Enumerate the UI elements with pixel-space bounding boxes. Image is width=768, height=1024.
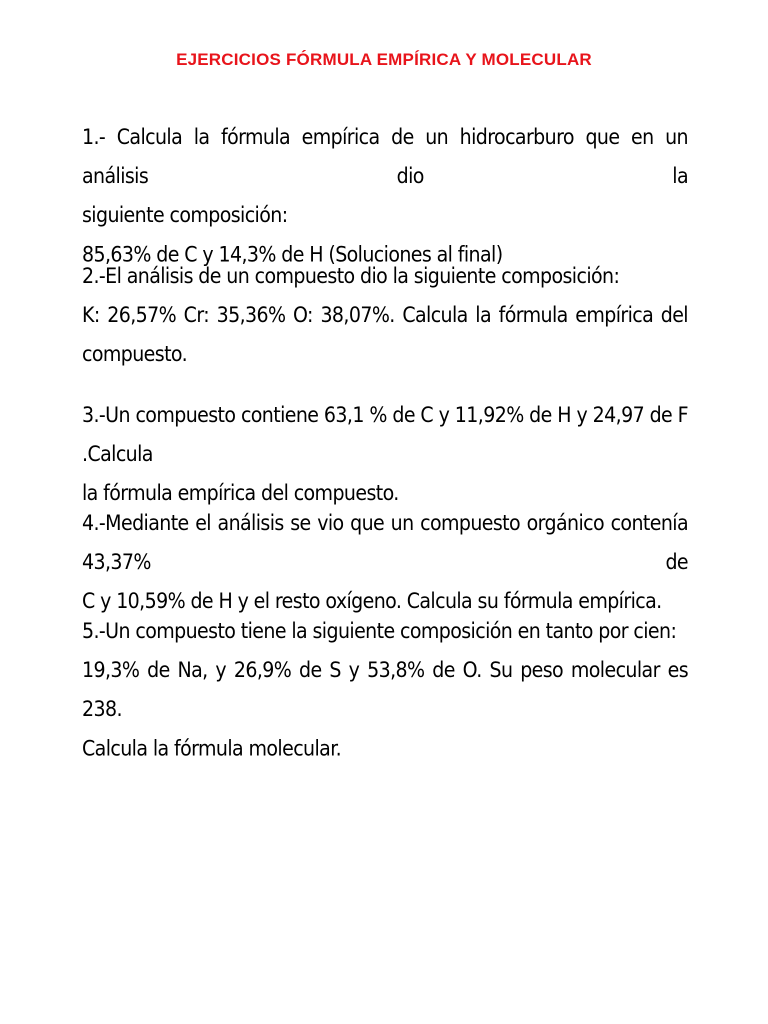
exercise-4-line-2: C y 10,59% de H y el resto oxígeno. Calcula su fórmula empírica. xyxy=(82,589,662,614)
exercise-3-line-1: 3.-Un compuesto contiene 63,1 % de C y 11,92% de H y 24,97 de F .Calcula xyxy=(82,402,688,467)
exercise-5-line-2: 19,3% de Na, y 26,9% de S y 53,8% de O. Su peso molecular es 238. xyxy=(82,657,688,722)
exercise-1-line-2: siguiente composición: xyxy=(82,203,288,228)
exercise-5-line-3: Calcula la fórmula molecular. xyxy=(82,736,342,761)
exercise-1 xyxy=(82,118,688,275)
page-title: EJERCICIOS FÓRMULA EMPÍRICA Y MOLECULAR xyxy=(176,50,592,69)
exercise-2 xyxy=(82,257,688,375)
exercise-1-line-3: 85,63% de C y 14,3% de H (Soluciones al final) xyxy=(82,242,503,267)
exercise-5-line-1: 5.-Un compuesto tiene la siguiente composición en tanto por cien: xyxy=(82,618,677,644)
exercise-4 xyxy=(82,504,688,622)
exercise-2-line-3: compuesto. xyxy=(82,342,188,367)
exercise-3-line-2: la fórmula empírica del compuesto. xyxy=(82,481,399,506)
exercise-2-line-1: 2.-El análisis de un compuesto dio la siguiente composición: xyxy=(82,263,620,289)
exercise-4-line-1: 4.-Mediante el análisis se vio que un compuesto orgánico contenía 43,37% de xyxy=(82,510,688,575)
exercise-5 xyxy=(82,612,688,769)
exercise-3 xyxy=(82,396,688,514)
exercise-2-line-2: K: 26,57% Cr: 35,36% O: 38,07%. Calcula la fórmula empírica del xyxy=(82,302,688,328)
exercise-1-line-1: 1.- Calcula la fórmula empírica de un hidrocarburo que en un análisis dio la xyxy=(82,124,688,189)
